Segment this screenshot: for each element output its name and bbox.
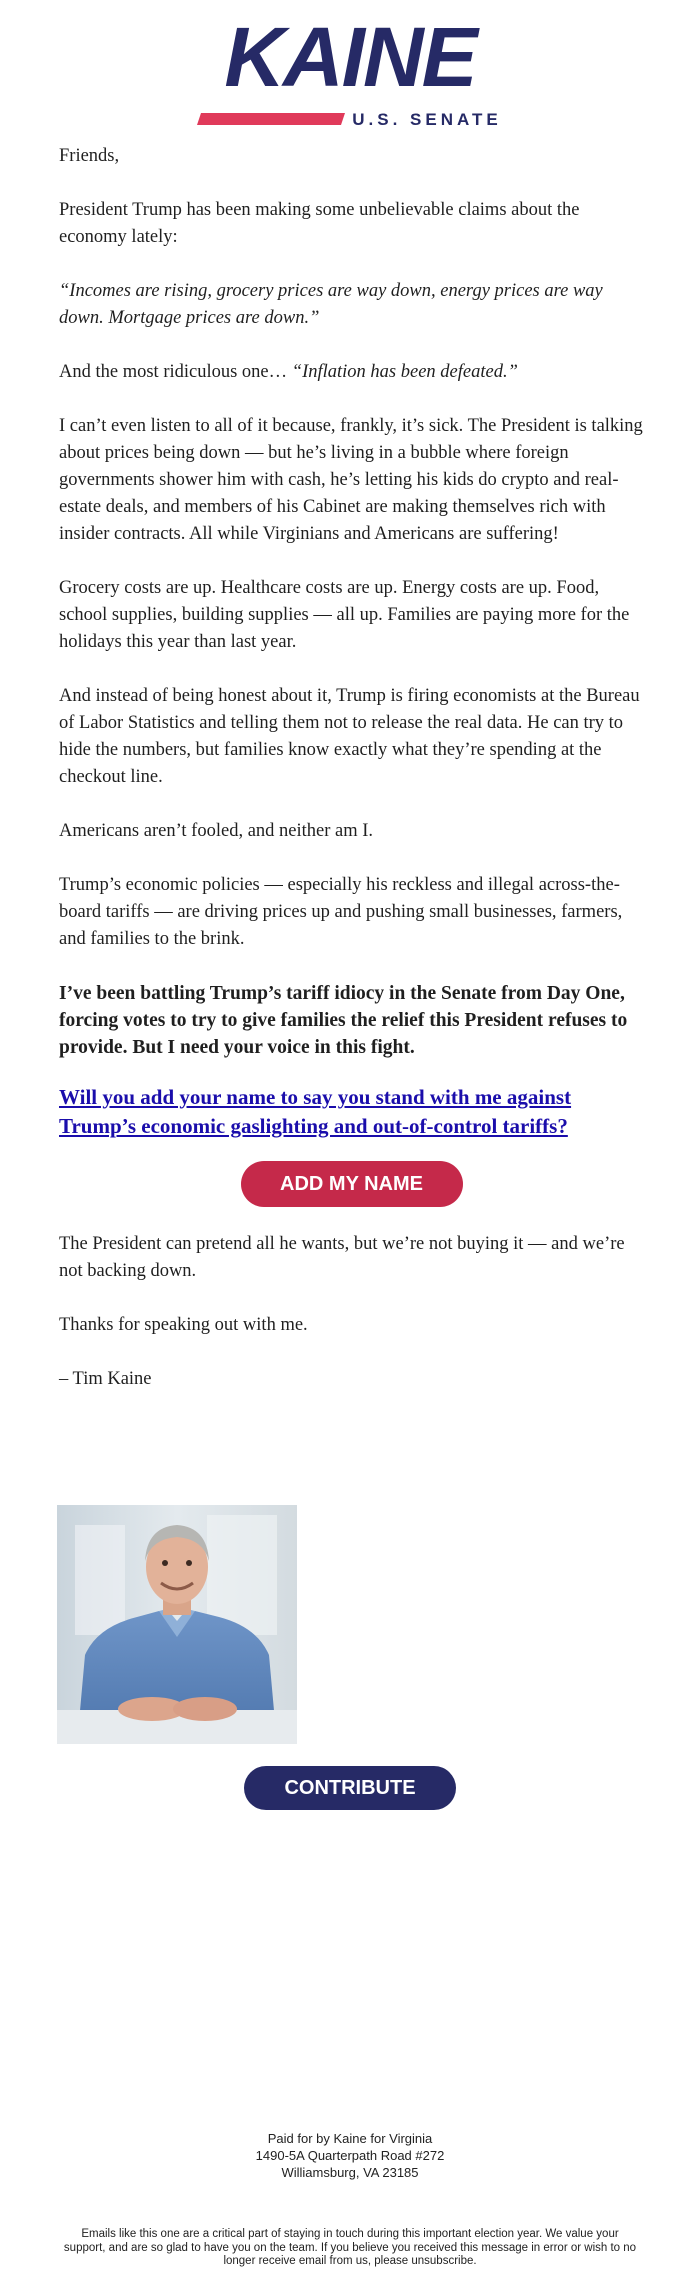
ridiculous-lead: And the most ridiculous one… bbox=[59, 362, 292, 382]
paragraph-ridiculous bbox=[59, 359, 644, 386]
paragraph-costs: Grocery costs are up. Healthcare costs are up. Energy costs are up. Food, school supplies, building supplies — all up. Families are paying more for the holidays this year than last year. bbox=[59, 578, 630, 652]
add-my-name-button[interactable]: ADD MY NAME bbox=[241, 1161, 463, 1207]
contribute-button-wrap bbox=[0, 1766, 700, 1810]
greeting: Friends, bbox=[59, 146, 120, 166]
city-line: Williamsburg, VA 23185 bbox=[281, 2165, 419, 2180]
paragraph-battle: I’ve been battling Trump’s tariff idiocy in the Senate from Day One, forcing votes to try to give families the relief this President refuses to provide. But I need your voice in this fight. bbox=[59, 983, 628, 1058]
signature: – Tim Kaine bbox=[59, 1369, 152, 1389]
kaine-senate-logo bbox=[195, 18, 505, 133]
legal-disclaimer: Emails like this one are a critical part of staying in touch during this important election year. We value your support, and are so glad to have you on the team. If you believe you received this message in error or wish to no longer receive email from us, please unsubscribe. bbox=[63, 2228, 637, 2267]
trump-quote bbox=[59, 278, 644, 332]
paragraph-bubble: I can’t even listen to all of it because, frankly, it’s sick. The President is talking about prices being down — but he’s living in a bubble where foreign governments shower him with cash, he’s letting his kids do crypto and real-estate deals, and members of his Cabinet are making themselves rich with insider contracts. All while Virginians and Americans are suffering! bbox=[59, 416, 643, 544]
paragraph-not-buying: The President can pretend all he wants, but we’re not buying it — and we’re not backing down. bbox=[59, 1234, 625, 1281]
logo-red-stripe bbox=[197, 113, 345, 125]
add-name-link[interactable]: Will you add your name to say you stand with me against Trump’s economic gaslighting and out-of-control tariffs? bbox=[59, 1085, 572, 1138]
paragraph-not-fooled: Americans aren’t fooled, and neither am I. bbox=[59, 821, 374, 841]
paragraph-tariffs: Trump’s economic policies — especially his reckless and illegal across-the-board tariffs — are driving prices up and pushing small businesses, farmers, and families to the brink. bbox=[59, 875, 623, 949]
letter-body bbox=[59, 143, 644, 1420]
add-name-button-wrap bbox=[59, 1161, 644, 1207]
contribute-button[interactable]: CONTRIBUTE bbox=[244, 1766, 456, 1810]
trump-quote-text: “Incomes are rising, grocery prices are way down, energy prices are way down. Mortgage prices are down.” bbox=[59, 281, 603, 328]
address-line: 1490-5A Quarterpath Road #272 bbox=[255, 2148, 445, 2163]
paid-for-line: Paid for by Kaine for Virginia bbox=[267, 2131, 433, 2146]
tim-kaine-photo bbox=[57, 1505, 297, 1744]
paragraph-thanks: Thanks for speaking out with me. bbox=[59, 1315, 308, 1335]
paid-for-footer bbox=[0, 2130, 700, 2181]
logo-wordmark: KAINE bbox=[224, 18, 476, 104]
inflation-quote: “Inflation has been defeated.” bbox=[291, 362, 518, 382]
paragraph-claims: President Trump has been making some unbelievable claims about the economy lately: bbox=[59, 200, 580, 247]
logo-subtitle: U.S. SENATE bbox=[352, 110, 502, 129]
paragraph-bls: And instead of being honest about it, Trump is firing economists at the Bureau of Labor Statistics and telling them not to release the real data. He can try to hide the numbers, but families know exactly what they’re spending at the checkout line. bbox=[59, 686, 640, 787]
